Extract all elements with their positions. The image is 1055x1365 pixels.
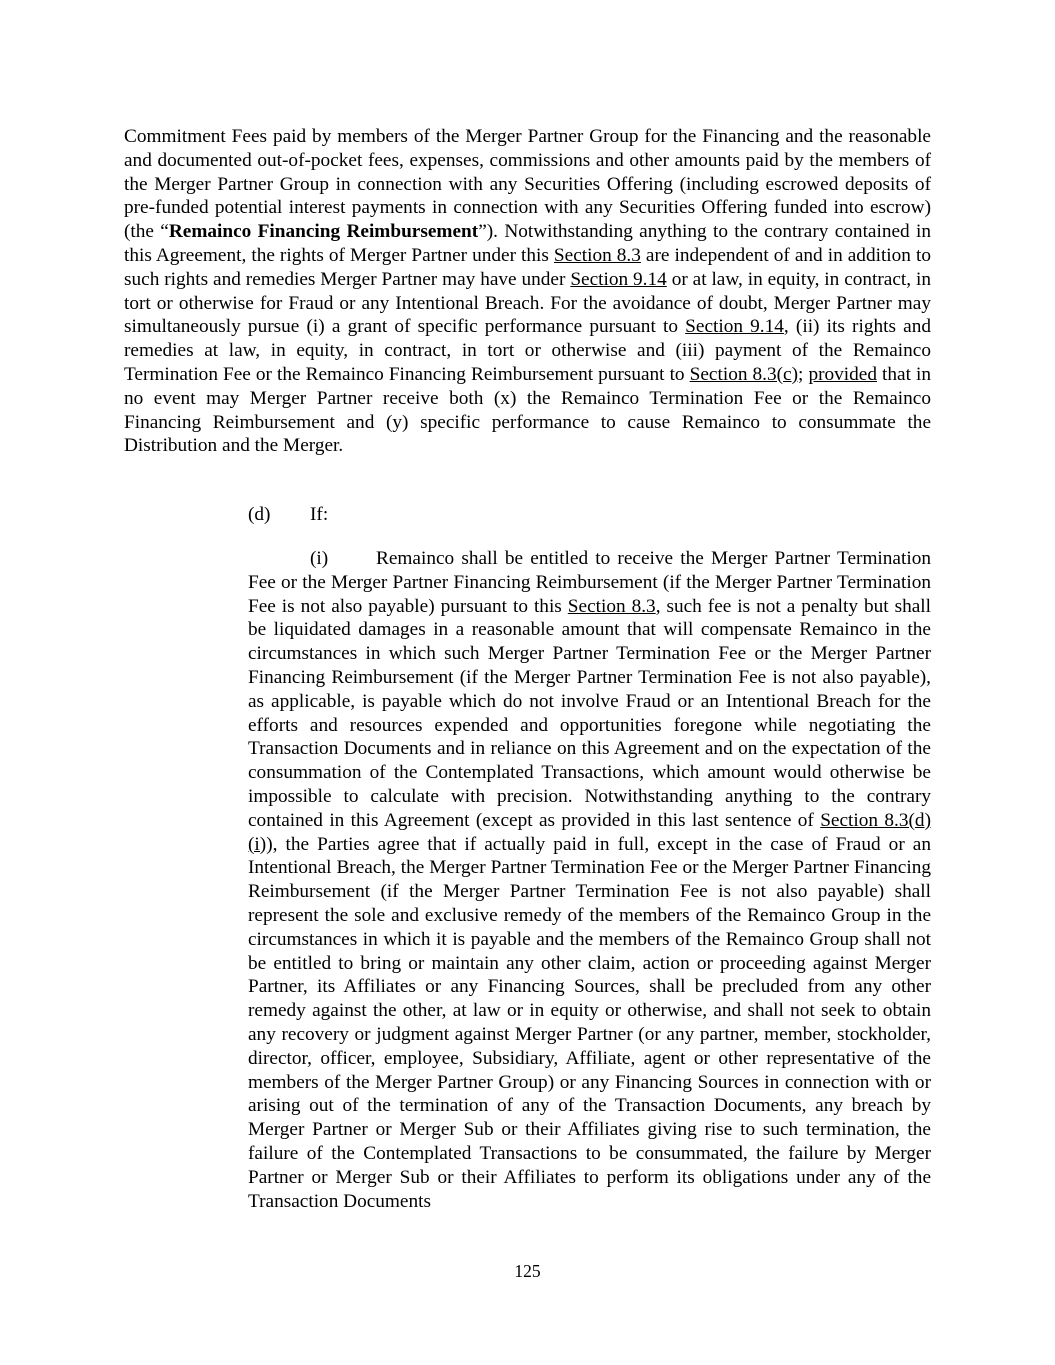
subsection-text: If: [310,504,329,525]
section-reference: Section 9.14 [570,268,667,290]
clause-text: , such fee is not a penalty but shall be liquidated damages in a reasonable amount that will compensate Remainco in the circumstances in which such Merger Partner Termination Fee or the Merger Partner Financing Reimbursement (if the Merger Partner Termination Fee is not also payable), as applicable, is payable which do not involve Fraud or an Intentional Breach for the efforts and resources expended and opportunities foregone while negotiating the Transaction Documents and in reliance on this Agreement and on the expectation of the consummation of the Contemplated Transactions, which amount would otherwise be impossible to calculate with precision. Notwithstanding anything to the contrary contained in this Agreement (except as provided in this last sentence of [248,595,931,831]
page-number: 125 [514,1261,541,1281]
paragraph-text: Commitment Fees paid by members of the Merger Partner Group for the Financing and the reasonable and documented out-of-pocket fees, expenses, commissions and other amounts paid by the members of the Merger Partner Group in connection with any Securities Offering (including escrowed deposits of pre-funded potential interest payments in connection with any Securities Offering funded into escrow) (the “ [124,126,931,243]
defined-term: Remainco Financing Reimbursement [168,221,479,243]
section-reference: Section 8.3(d)(i) [248,809,931,855]
paragraph-text: , (ii) its rights and remedies at law, in equity, in contract, in tort or otherwise and (iii) payment of the Remainco Termination Fee or the Remainco Financing Reimbursement pursuant to [124,316,931,385]
paragraph-text: are independent of and in addition to such rights and remedies Merger Partner may have under [124,244,931,290]
paragraph-text: ”). Notwithstanding anything to the contrary contained in this Agreement, the rights of Merger Partner under this [124,221,931,266]
clause-text: Remainco shall be entitled to receive the Merger Partner Termination Fee or the Merger Partner Financing Reimbursement (if the Merger Partner Termination Fee is not also payable) pursuant to this [248,548,931,617]
clause-text: ), the Parties agree that if actually paid in full, except in the case of Fraud or an Intentional Breach, the Merger Partner Termination Fee or the Merger Partner Financing Reimbursement (if the Merger Partner Termination Fee is not also payable) shall represent the sole and exclusive remedy of the members of the Remainco Group in the circumstances in which it is payable and the members of the Remainco Group shall not be entitled to bring or maintain any other claim, action or proceeding against Merger Partner, its Affiliates or any Financing Sources, shall be precluded from any other remedy against the other, at law or in equity or otherwise, and shall not seek to obtain any recovery or judgment against Merger Partner (or any partner, member, stockholder, director, officer, employee, Subsidiary, Affiliate, agent or other representative of the members of the Merger Partner Group) or any Financing Sources in connection with or arising out of the termination of any of the Transaction Documents, any breach by Merger Partner or Merger Sub or their Affiliates giving rise to such termination, the failure of the Contemplated Transactions to be consummated, the failure by Merger Partner or Merger Sub or their Affiliates to perform its obligations under any of the Transaction Documents [248,833,931,1212]
paragraph-text: or at law, in equity, in contract, in tort or otherwise for Fraud or any Intentional Breach. For the avoidance of doubt, Merger Partner may simultaneously pursue (i) a grant of specific performance pursuant to [124,268,931,338]
paragraph-text: ; [798,363,809,385]
proviso-term: provided [808,363,877,385]
section-reference: Section 8.3 [567,595,656,617]
section-reference: Section 9.14 [685,316,784,338]
paragraph-continuation [124,125,931,458]
clause-i [248,547,931,1213]
section-reference: Section 8.3(c) [689,363,799,385]
clause-label: (i) [310,548,329,569]
paragraph-text: that in no event may Merger Partner receive both (x) the Remainco Termination Fee or the Remainco Financing Reimbursement and (y) specific performance to cause Remainco to consummate the Distribution and the Merger. [124,363,931,457]
section-reference: Section 8.3 [553,244,641,266]
subsection-d [248,503,548,527]
subsection-label: (d) [248,504,271,525]
